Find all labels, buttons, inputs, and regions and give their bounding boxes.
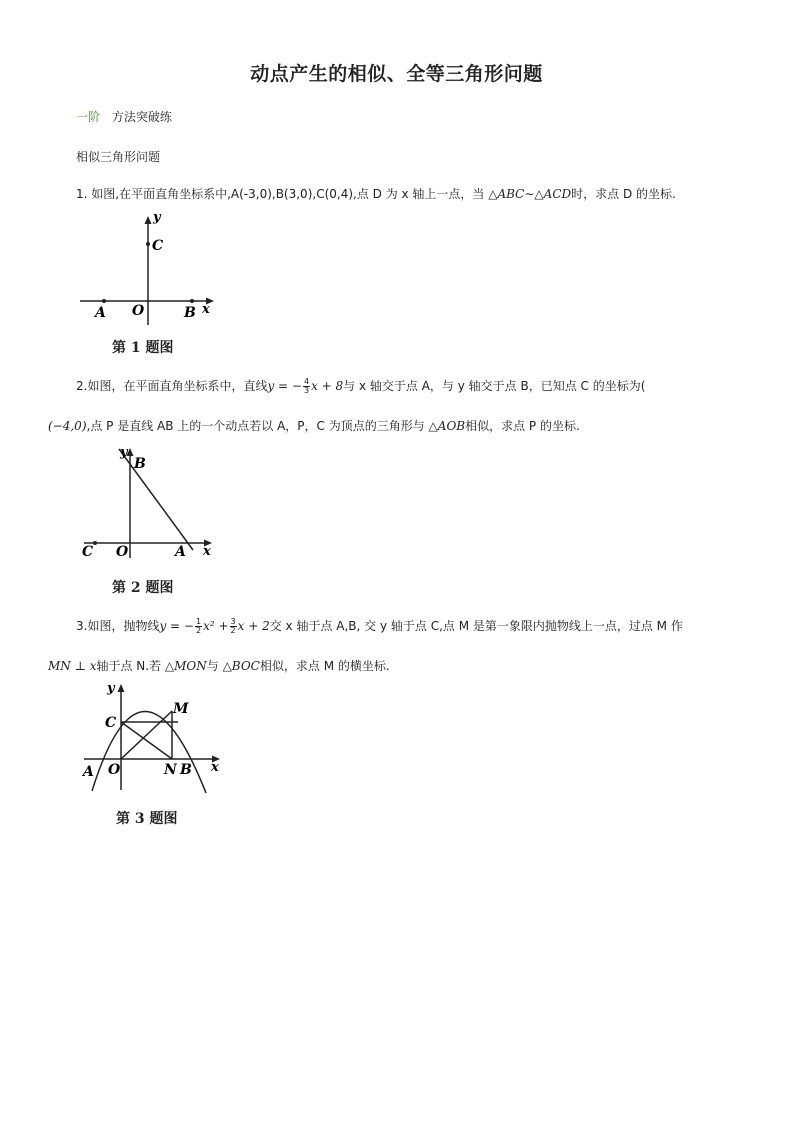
label-x: x [211, 760, 219, 775]
label-b: B [180, 762, 192, 778]
label-n: N [164, 762, 177, 778]
y-axis-arrow-icon [145, 216, 152, 224]
point-b [190, 299, 194, 303]
label-m: M [173, 701, 189, 717]
point-c [146, 242, 150, 246]
label-o: O [108, 762, 121, 778]
question-2-line-1: 2.如图，在平面直角坐标系中，直线y = − $\frac{4}{3}$ x + 8与 x 轴交于点 A，与 y 轴交于点 B，已知点 C 的坐标为( [76, 377, 646, 395]
point-c [93, 541, 97, 545]
fraction-4-3: $\frac{4}{3}$ [303, 377, 310, 395]
label-c: C [105, 715, 117, 731]
label-c: C [82, 544, 94, 560]
label-x: x [203, 544, 211, 559]
fraction-3-2: $\frac{3}{2}$ [230, 617, 236, 635]
figure-2 [76, 440, 226, 570]
question-2-line-2: (−4,0),点 P 是直线 AB 上的一个动点若以 A，P，C 为顶点的三角形与 △AOB相似，求点 P 的坐标. [48, 419, 580, 433]
page-title: 动点产生的相似、全等三角形问题 [250, 63, 543, 85]
figure-1-caption: 第 1 题图 [112, 340, 174, 356]
label-x: x [202, 302, 210, 317]
label-y: y [107, 681, 115, 696]
figure-3-caption: 第 3 题图 [116, 811, 178, 827]
question-3-line-2: MN ⊥ x轴于点 N.若 △MON与 △BOC相似，求点 M 的横坐标. [48, 659, 390, 673]
figure-2-caption: 第 2 题图 [112, 580, 174, 596]
y-axis-arrow-icon [118, 684, 125, 692]
section-heading [76, 108, 172, 125]
label-y: y [153, 210, 161, 225]
label-c: C [152, 238, 164, 254]
label-a: A [175, 544, 186, 560]
section-tag: 一阶 [76, 110, 101, 124]
label-a: A [95, 305, 106, 321]
question-3-line-1: 3.如图，抛物线y = − $\frac{1}{2}$ x² + $\frac{3}{2}$ x + 2交 x 轴于点 A,B, 交 y 轴于点 C,点 M 是第一象限内抛物线上一点，过点 M 作 [76, 617, 683, 635]
question-1-text: 1. 如图,在平面直角坐标系中,A(-3,0),B(3,0),C(0,4),点 D 为 x 轴上一点，当 △ABC∼△ACD时，求点 D 的坐标. [76, 187, 676, 201]
label-b: B [184, 305, 196, 321]
figure-3 [76, 680, 231, 805]
subsection-heading: 相似三角形问题 [76, 150, 161, 164]
figure-1 [76, 205, 226, 330]
label-o: O [132, 303, 145, 319]
label-b: B [134, 456, 146, 472]
label-y: y [120, 445, 128, 460]
label-o: O [116, 544, 129, 560]
fraction-1-2: $\frac{1}{2}$ [195, 617, 202, 635]
label-a: A [83, 764, 94, 780]
point-a [102, 299, 106, 303]
section-label: 方法突破练 [111, 110, 172, 124]
segment-cn [121, 722, 172, 759]
